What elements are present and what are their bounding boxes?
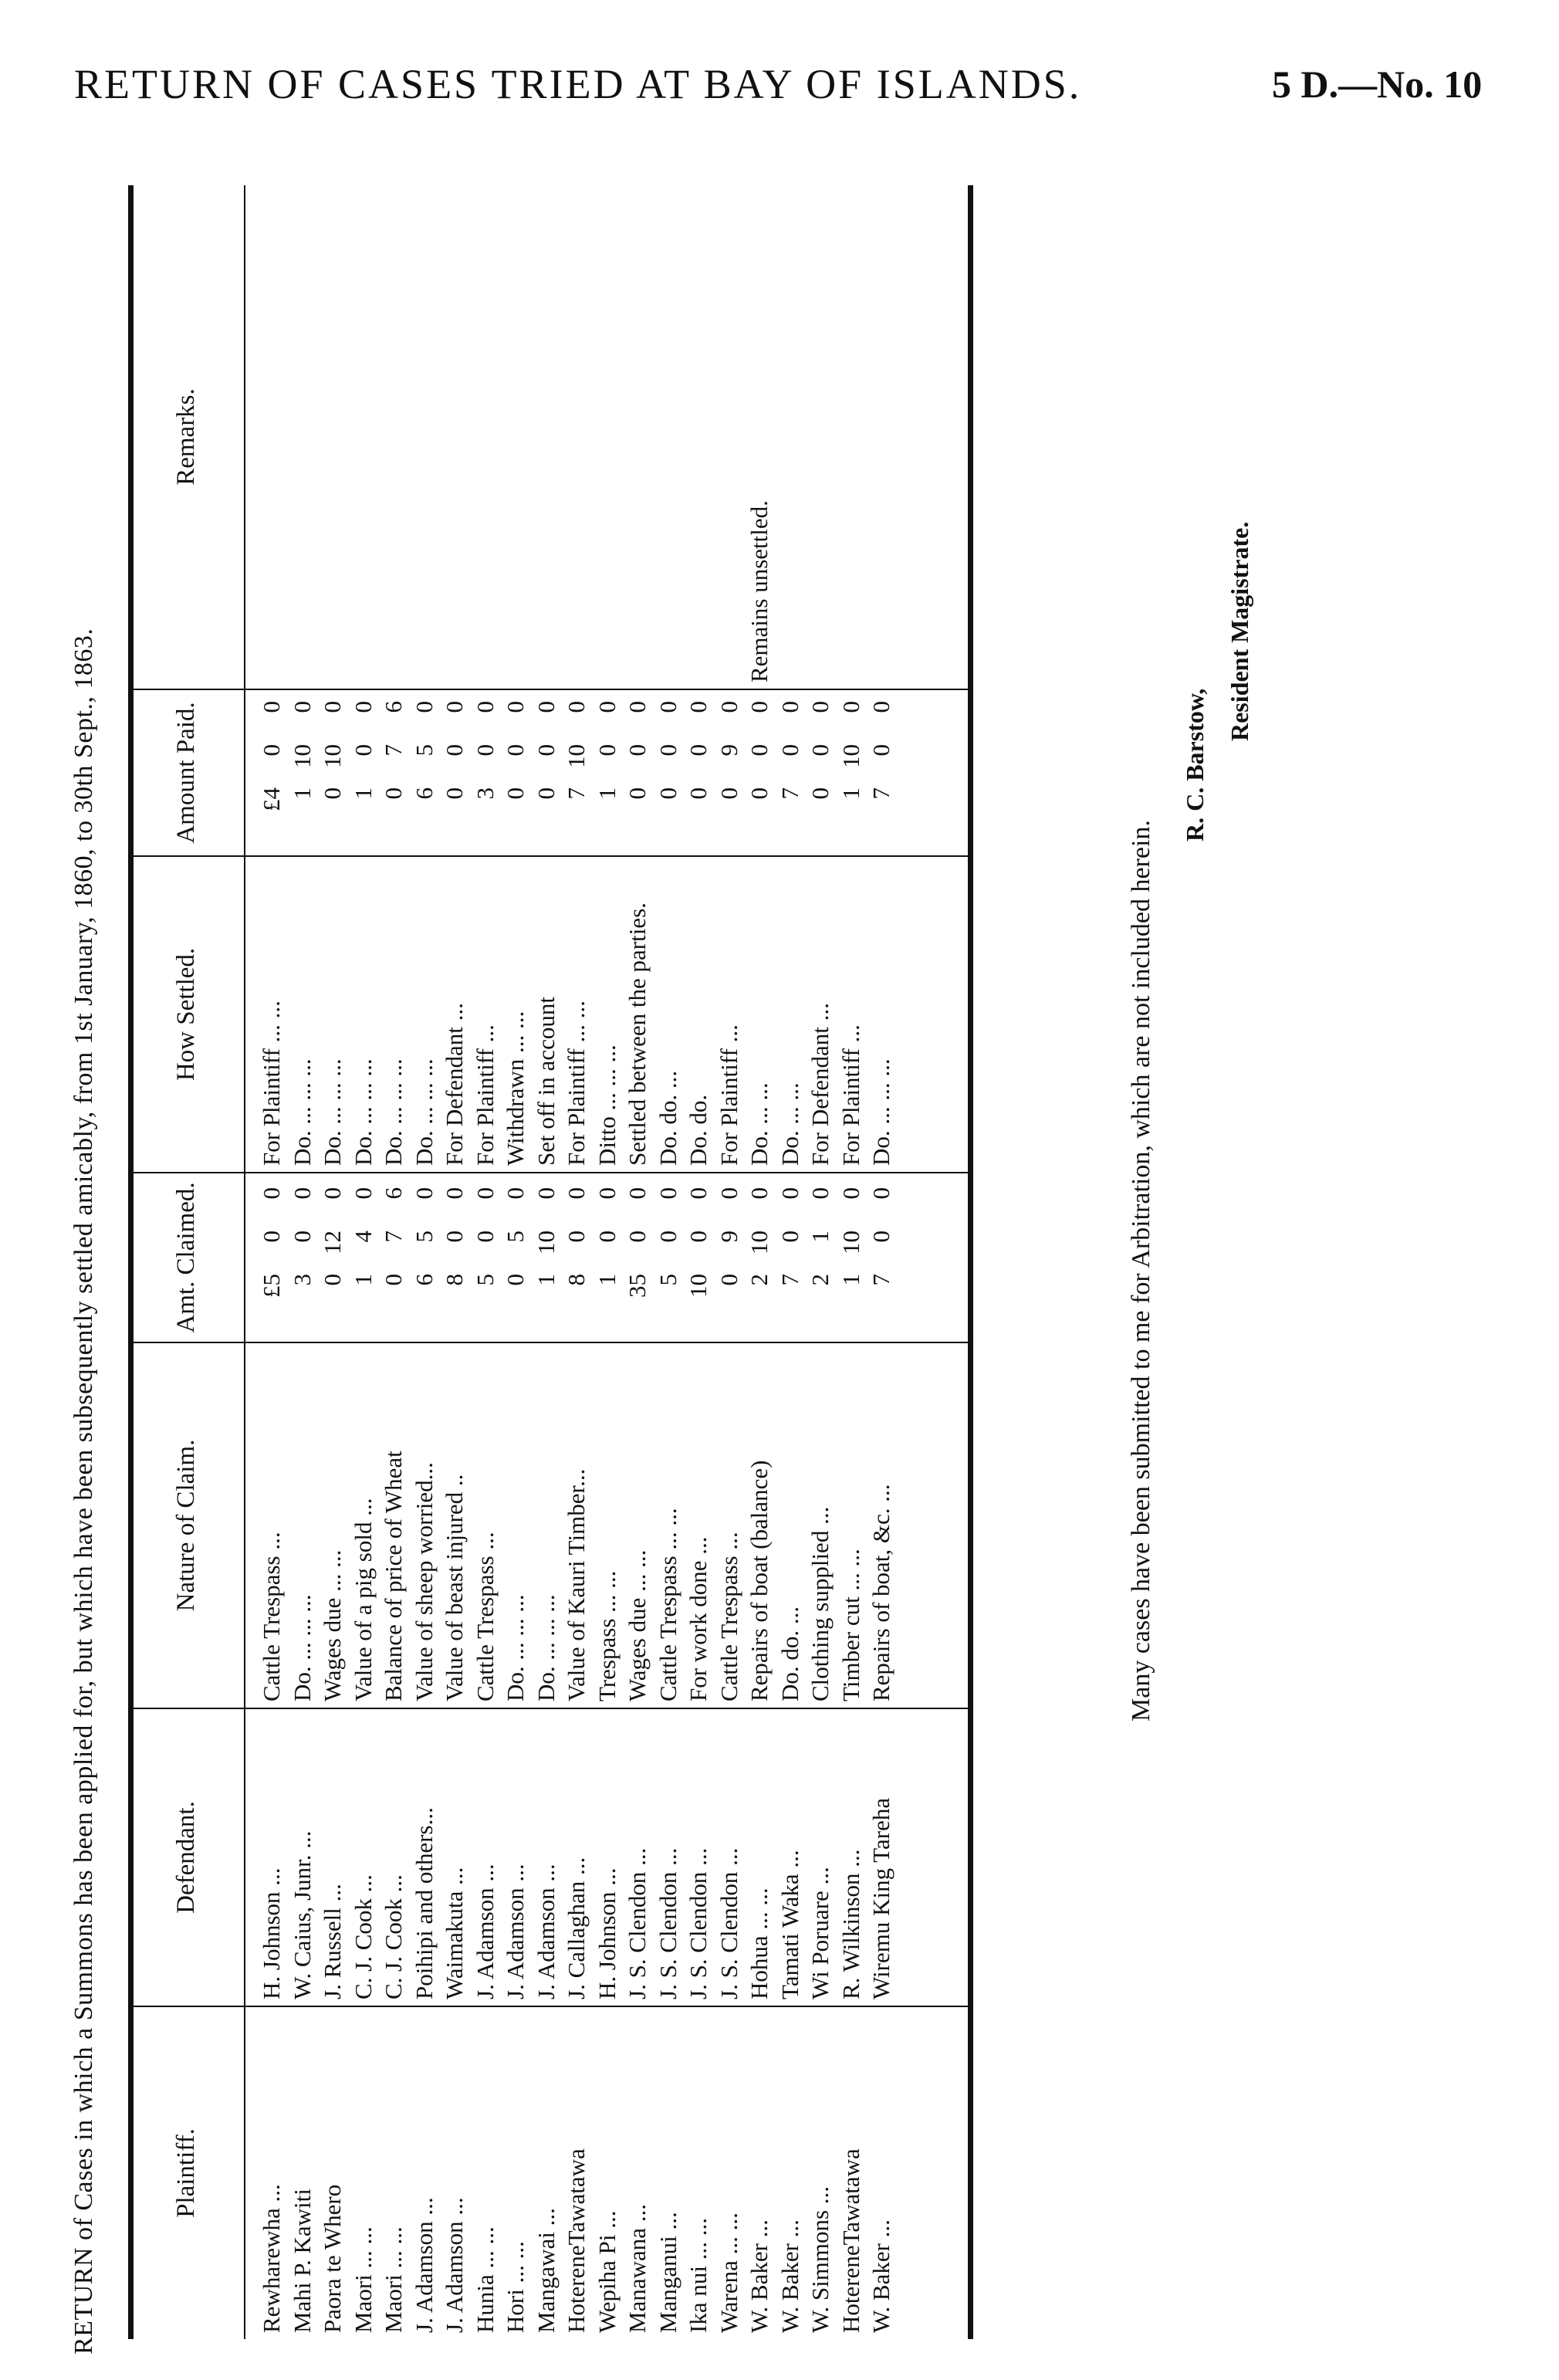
pence-value: 0 bbox=[288, 701, 316, 713]
pence-value: 0 bbox=[563, 1187, 590, 1200]
defendant-cell: J. S. Clendon ... bbox=[685, 1847, 712, 1999]
amount-claimed-cell bbox=[287, 1181, 318, 1336]
amount-claimed-cell bbox=[470, 1181, 501, 1336]
how-settled-cell: Set off in account bbox=[532, 997, 560, 1166]
pounds-value: 1 bbox=[349, 787, 377, 800]
amount-paid-cell bbox=[775, 695, 806, 849]
pence-value: 0 bbox=[654, 701, 681, 713]
table-caption: RETURN of Cases in which a Summons has been applied for, but which have been subsequently settled amicably, from 1st January, 1860, to 30th Sept., 1863. bbox=[69, 628, 98, 2355]
amount-paid-cell bbox=[805, 695, 836, 849]
nature-of-claim-cell: Wages due ... ... bbox=[624, 1549, 651, 1701]
pence-value: 0 bbox=[685, 701, 712, 713]
amount-paid-cell bbox=[256, 695, 287, 849]
pence-value: 0 bbox=[319, 701, 346, 713]
footnote: Many cases have been submitted to me for Arbitration, which are not included herein. bbox=[1127, 820, 1155, 1722]
table-row bbox=[378, 185, 409, 2339]
pence-value: 0 bbox=[502, 701, 529, 713]
amount-paid-cell bbox=[470, 695, 501, 849]
pounds-value: £4 bbox=[258, 787, 285, 811]
pence-value: 0 bbox=[867, 701, 894, 713]
plaintiff-cell: W. Baker ... bbox=[746, 2219, 773, 2333]
shillings-value: 0 bbox=[288, 1231, 316, 1243]
amount-paid-cell bbox=[500, 695, 531, 849]
plaintiff-cell: J. Adamson ... bbox=[441, 2197, 468, 2333]
shillings-value: 0 bbox=[471, 1231, 499, 1243]
pounds-value: 1 bbox=[593, 787, 621, 800]
table-header bbox=[128, 185, 244, 2339]
pounds-value: 1 bbox=[593, 1274, 621, 1286]
how-settled-cell: Do. ... ... ... bbox=[319, 1058, 346, 1166]
amount-claimed-cell bbox=[714, 1181, 745, 1336]
plaintiff-cell: HotereneTawatawa bbox=[563, 2148, 590, 2333]
nature-of-claim-cell: Cattle Trespass ... bbox=[715, 1532, 742, 1701]
pounds-value: 0 bbox=[715, 1274, 742, 1286]
pence-value: 0 bbox=[624, 1187, 651, 1200]
shillings-value: 0 bbox=[685, 744, 712, 757]
table-row bbox=[714, 185, 745, 2339]
nature-of-claim-cell: Value of a pig sold ... bbox=[349, 1498, 377, 1701]
defendant-cell: C. J. Cook ... bbox=[349, 1874, 377, 1999]
pence-value: 0 bbox=[837, 1187, 864, 1200]
header-how-settled: How Settled. bbox=[171, 947, 200, 1082]
pounds-value: 7 bbox=[776, 787, 803, 800]
shillings-value: 4 bbox=[349, 1231, 377, 1243]
shillings-value: 0 bbox=[471, 744, 499, 757]
amount-claimed-cell bbox=[409, 1181, 440, 1336]
plaintiff-cell: Mangawai ... bbox=[532, 2208, 560, 2333]
plaintiff-cell: Manganui ... bbox=[654, 2212, 681, 2333]
pounds-value: 1 bbox=[532, 1274, 560, 1286]
shillings-value: 0 bbox=[807, 744, 834, 757]
defendant-cell: J. S. Clendon ... bbox=[654, 1847, 681, 1999]
pence-value: 0 bbox=[715, 1187, 742, 1200]
pounds-value: 0 bbox=[624, 787, 651, 800]
pence-value: 0 bbox=[410, 701, 438, 713]
plaintiff-cell: Paora te Whero bbox=[319, 2184, 346, 2333]
table-row bbox=[348, 185, 379, 2339]
table-row bbox=[561, 185, 592, 2339]
table-row bbox=[683, 185, 714, 2339]
shillings-value: 0 bbox=[502, 744, 529, 757]
shillings-value: 0 bbox=[867, 744, 894, 757]
amount-paid-cell bbox=[683, 695, 714, 849]
how-settled-cell: Do. do. bbox=[685, 1094, 712, 1166]
header-remarks: Remarks. bbox=[171, 388, 200, 486]
amount-paid-cell bbox=[317, 695, 348, 849]
shillings-value: 0 bbox=[654, 744, 681, 757]
defendant-cell: J. Adamson ... bbox=[502, 1864, 529, 1999]
table-row bbox=[287, 185, 318, 2339]
shillings-value: 0 bbox=[593, 1231, 621, 1243]
pounds-value: 8 bbox=[563, 1274, 590, 1286]
shillings-value: 0 bbox=[776, 1231, 803, 1243]
table-row bbox=[866, 185, 897, 2339]
defendant-cell: J. S. Clendon ... bbox=[624, 1847, 651, 1999]
nature-of-claim-cell: Balance of price of Wheat bbox=[380, 1451, 407, 1701]
pence-value: 0 bbox=[807, 1187, 834, 1200]
pounds-value: 7 bbox=[867, 787, 894, 800]
amount-claimed-cell bbox=[653, 1181, 684, 1336]
nature-of-claim-cell: Timber cut ... ... bbox=[837, 1549, 864, 1701]
shillings-value: 0 bbox=[441, 1231, 468, 1243]
plaintiff-cell: Wepiha Pi ... bbox=[593, 2210, 621, 2333]
table-row bbox=[317, 185, 348, 2339]
amount-claimed-cell bbox=[622, 1181, 653, 1336]
nature-of-claim-cell: Wages due ... ... bbox=[319, 1549, 346, 1701]
pounds-value: 0 bbox=[502, 787, 529, 800]
pounds-value: 6 bbox=[410, 787, 438, 800]
plaintiff-cell: Hori ... ... bbox=[502, 2241, 529, 2333]
shillings-value: 0 bbox=[867, 1231, 894, 1243]
nature-of-claim-cell: Do. ... ... ... bbox=[532, 1594, 560, 1701]
amount-paid-cell bbox=[836, 695, 867, 849]
pence-value: 0 bbox=[441, 701, 468, 713]
how-settled-cell: For Plaintiff ... bbox=[837, 1024, 864, 1166]
shillings-value: 7 bbox=[380, 744, 407, 757]
cases-table bbox=[128, 178, 1070, 2355]
pounds-value: 0 bbox=[532, 787, 560, 800]
page-header bbox=[0, 0, 1559, 178]
plaintiff-cell: Ika nui ... ... bbox=[685, 2218, 712, 2333]
table-row bbox=[744, 185, 775, 2339]
shillings-value: 5 bbox=[502, 1231, 529, 1243]
running-title: RETURN OF CASES TRIED AT BAY OF ISLANDS. bbox=[74, 61, 1082, 107]
nature-of-claim-cell: Trespass ... ... bbox=[593, 1570, 621, 1701]
amount-claimed-cell bbox=[561, 1181, 592, 1336]
how-settled-cell: Settled between the parties. bbox=[624, 902, 651, 1166]
shillings-value: 0 bbox=[746, 744, 773, 757]
amount-paid-cell bbox=[622, 695, 653, 849]
how-settled-cell: Do. do. ... bbox=[654, 1070, 681, 1166]
table-row bbox=[775, 185, 806, 2339]
table-row bbox=[622, 185, 653, 2339]
how-settled-cell: For Plaintiff ... ... bbox=[563, 1000, 590, 1166]
shillings-value: 10 bbox=[746, 1231, 773, 1254]
plaintiff-cell: Manawana ... bbox=[624, 2204, 651, 2333]
amount-claimed-cell bbox=[317, 1181, 348, 1336]
table-bottom-rule bbox=[968, 185, 973, 2339]
nature-of-claim-cell: Value of sheep worried... bbox=[410, 1462, 438, 1701]
pounds-value: 0 bbox=[380, 787, 407, 800]
amount-paid-cell bbox=[653, 695, 684, 849]
defendant-cell: Poihipi and others... bbox=[410, 1807, 438, 1999]
pounds-value: 3 bbox=[288, 1274, 316, 1286]
nature-of-claim-cell: Clothing supplied ... bbox=[807, 1506, 834, 1701]
pounds-value: 0 bbox=[807, 787, 834, 800]
amount-claimed-cell bbox=[378, 1181, 409, 1336]
how-settled-cell: For Defendant ... bbox=[441, 1003, 468, 1166]
pence-value: 0 bbox=[867, 1187, 894, 1200]
pence-value: 0 bbox=[502, 1187, 529, 1200]
shillings-value: 9 bbox=[715, 1231, 742, 1243]
pounds-value: 7 bbox=[867, 1274, 894, 1286]
amount-paid-cell bbox=[531, 695, 562, 849]
header-amount-claimed: Amt. Claimed. bbox=[171, 1182, 200, 1333]
how-settled-cell: Ditto ... ... ... bbox=[593, 1044, 621, 1166]
plaintiff-cell: W. Baker ... bbox=[867, 2219, 894, 2333]
table-row bbox=[592, 185, 623, 2339]
table-row bbox=[805, 185, 836, 2339]
how-settled-cell: For Defendant ... bbox=[807, 1003, 834, 1166]
shillings-value: 5 bbox=[410, 1231, 438, 1243]
amount-paid-cell bbox=[378, 695, 409, 849]
pence-value: 0 bbox=[410, 1187, 438, 1200]
defendant-cell: J. Adamson ... bbox=[471, 1864, 499, 1999]
amount-claimed-cell bbox=[531, 1181, 562, 1336]
amount-claimed-cell bbox=[775, 1181, 806, 1336]
plaintiff-cell: Maori ... ... bbox=[380, 2226, 407, 2333]
shillings-value: 10 bbox=[532, 1231, 560, 1254]
pounds-value: 1 bbox=[288, 787, 316, 800]
shillings-value: 10 bbox=[563, 744, 590, 768]
amount-paid-cell bbox=[287, 695, 318, 849]
pounds-value: 5 bbox=[471, 1274, 499, 1286]
how-settled-cell: Do. ... ... bbox=[776, 1082, 803, 1166]
shillings-value: 0 bbox=[624, 1231, 651, 1243]
defendant-cell: C. J. Cook ... bbox=[380, 1874, 407, 1999]
how-settled-cell: Do. ... ... ... bbox=[410, 1058, 438, 1166]
table-row bbox=[256, 185, 287, 2339]
amount-claimed-cell bbox=[744, 1181, 775, 1336]
shillings-value: 0 bbox=[258, 744, 285, 757]
signature-name: R. C. Barstow, bbox=[1181, 688, 1209, 841]
pence-value: 0 bbox=[685, 1187, 712, 1200]
pence-value: 6 bbox=[380, 701, 407, 713]
defendant-cell: H. Johnson ... bbox=[593, 1867, 621, 1999]
shillings-value: 10 bbox=[319, 744, 346, 768]
plaintiff-cell: HotereneTawatawa bbox=[837, 2148, 864, 2333]
pence-value: 0 bbox=[776, 701, 803, 713]
shillings-value: 0 bbox=[349, 744, 377, 757]
defendant-cell: Hohua ... ... bbox=[746, 1887, 773, 1999]
shillings-value: 0 bbox=[624, 744, 651, 757]
pounds-value: 7 bbox=[776, 1274, 803, 1286]
pence-value: 0 bbox=[349, 1187, 377, 1200]
how-settled-cell: For Plaintiff ... ... bbox=[258, 1000, 285, 1166]
amount-paid-cell bbox=[714, 695, 745, 849]
nature-of-claim-cell: Do. ... ... ... bbox=[288, 1594, 316, 1701]
table-row bbox=[500, 185, 531, 2339]
table-body bbox=[256, 185, 897, 2339]
rotated-return-table bbox=[54, 178, 1551, 2355]
pence-value: 0 bbox=[746, 1187, 773, 1200]
signature-title: Resident Magistrate. bbox=[1226, 521, 1253, 741]
shillings-value: 10 bbox=[837, 1231, 864, 1254]
defendant-cell: J. Adamson ... bbox=[532, 1864, 560, 1999]
how-settled-cell: Do. ... ... ... bbox=[867, 1058, 894, 1166]
amount-paid-cell bbox=[439, 695, 470, 849]
shillings-value: 0 bbox=[776, 744, 803, 757]
pence-value: 0 bbox=[471, 701, 499, 713]
amount-paid-cell bbox=[744, 695, 775, 849]
shillings-value: 12 bbox=[319, 1231, 346, 1254]
shillings-value: 0 bbox=[685, 1231, 712, 1243]
how-settled-cell: Do. ... ... bbox=[746, 1082, 773, 1166]
pence-value: 0 bbox=[319, 1187, 346, 1200]
pounds-value: 0 bbox=[380, 1274, 407, 1286]
nature-of-claim-cell: Do. do. ... bbox=[776, 1606, 803, 1701]
nature-of-claim-cell: Cattle Trespass ... bbox=[471, 1532, 499, 1701]
amount-claimed-cell bbox=[836, 1181, 867, 1336]
shillings-value: 10 bbox=[288, 744, 316, 768]
defendant-cell: Waimakuta ... bbox=[441, 1867, 468, 1999]
pounds-value: 0 bbox=[685, 787, 712, 800]
pence-value: 0 bbox=[471, 1187, 499, 1200]
plaintiff-cell: Warena ... ... bbox=[715, 2212, 742, 2333]
amount-claimed-cell bbox=[348, 1181, 379, 1336]
pence-value: 0 bbox=[715, 701, 742, 713]
table-row bbox=[653, 185, 684, 2339]
shillings-value: 0 bbox=[654, 1231, 681, 1243]
amount-claimed-cell bbox=[805, 1181, 836, 1336]
table-row bbox=[470, 185, 501, 2339]
shillings-value: 0 bbox=[563, 1231, 590, 1243]
pence-value: 0 bbox=[288, 1187, 316, 1200]
pounds-value: 8 bbox=[441, 1274, 468, 1286]
pounds-value: 1 bbox=[837, 1274, 864, 1286]
pounds-value: 0 bbox=[319, 1274, 346, 1286]
plaintiff-cell: Rewharewha ... bbox=[258, 2184, 285, 2333]
how-settled-cell: Do. ... ... ... bbox=[380, 1058, 407, 1166]
shillings-value: 0 bbox=[441, 744, 468, 757]
defendant-cell: R. Wilkinson ... bbox=[837, 1849, 864, 1999]
pence-value: 0 bbox=[593, 701, 621, 713]
pence-value: 0 bbox=[807, 701, 834, 713]
pounds-value: 0 bbox=[441, 787, 468, 800]
pounds-value: 1 bbox=[349, 1274, 377, 1286]
pence-value: 6 bbox=[380, 1187, 407, 1200]
pence-value: 0 bbox=[563, 701, 590, 713]
amount-paid-cell bbox=[348, 695, 379, 849]
pence-value: 0 bbox=[532, 701, 560, 713]
pounds-value: 1 bbox=[837, 787, 864, 800]
shillings-value: 10 bbox=[837, 744, 864, 768]
pounds-value: 6 bbox=[410, 1274, 438, 1286]
nature-of-claim-cell: Repairs of boat (balance) bbox=[746, 1460, 773, 1701]
defendant-cell: J. Russell ... bbox=[319, 1884, 346, 1999]
how-settled-cell: Do. ... ... ... bbox=[288, 1058, 316, 1166]
pence-value: 0 bbox=[441, 1187, 468, 1200]
defendant-cell: H. Johnson ... bbox=[258, 1867, 285, 1999]
header-amount-paid: Amount Paid. bbox=[171, 702, 200, 844]
amount-claimed-cell bbox=[683, 1181, 714, 1336]
plaintiff-cell: W. Simmons ... bbox=[807, 2185, 834, 2333]
amount-claimed-cell bbox=[866, 1181, 897, 1336]
nature-of-claim-cell: Value of Kauri Timber... bbox=[563, 1468, 590, 1701]
shillings-value: 5 bbox=[410, 744, 438, 757]
amount-paid-cell bbox=[592, 695, 623, 849]
defendant-cell: Tamati Waka ... bbox=[776, 1850, 803, 1999]
pounds-value: 35 bbox=[624, 1274, 651, 1298]
plaintiff-cell: J. Adamson ... bbox=[410, 2197, 438, 2333]
how-settled-cell: For Plaintiff ... bbox=[471, 1024, 499, 1166]
shillings-value: 1 bbox=[807, 1231, 834, 1243]
pence-value: 0 bbox=[776, 1187, 803, 1200]
pence-value: 0 bbox=[258, 701, 285, 713]
table-row bbox=[409, 185, 440, 2339]
pounds-value: 3 bbox=[471, 787, 499, 800]
plaintiff-cell: Mahi P. Kawiti bbox=[288, 2189, 316, 2333]
pounds-value: 10 bbox=[685, 1274, 712, 1298]
pence-value: 0 bbox=[624, 701, 651, 713]
pence-value: 0 bbox=[837, 701, 864, 713]
amount-paid-cell bbox=[561, 695, 592, 849]
table-header-rule bbox=[244, 185, 245, 2339]
pence-value: 0 bbox=[746, 701, 773, 713]
shillings-value: 0 bbox=[532, 744, 560, 757]
plaintiff-cell: Maori ... ... bbox=[349, 2226, 377, 2333]
header-defendant: Defendant. bbox=[171, 1801, 200, 1914]
table-row bbox=[531, 185, 562, 2339]
pounds-value: 0 bbox=[715, 787, 742, 800]
pounds-value: 0 bbox=[502, 1274, 529, 1286]
nature-of-claim-cell: Value of beast injured .. bbox=[441, 1474, 468, 1701]
pounds-value: £5 bbox=[258, 1274, 285, 1298]
page-reference: 5 D.—No. 10 bbox=[1272, 63, 1483, 106]
nature-of-claim-cell: Cattle Trespass ... bbox=[258, 1532, 285, 1701]
nature-of-claim-cell: For work done ... bbox=[685, 1536, 712, 1701]
shillings-value: 0 bbox=[593, 744, 621, 757]
table-row bbox=[439, 185, 470, 2339]
table-row bbox=[836, 185, 867, 2339]
how-settled-cell: For Plaintiff ... bbox=[715, 1024, 742, 1166]
pounds-value: 0 bbox=[654, 787, 681, 800]
pounds-value: 5 bbox=[654, 1274, 681, 1286]
how-settled-cell: Withdrawn ... ... bbox=[502, 1011, 529, 1166]
plaintiff-cell: Hunia ... ... bbox=[471, 2226, 499, 2333]
defendant-cell: J. S. Clendon ... bbox=[715, 1847, 742, 1999]
defendant-cell: Wi Poruare ... bbox=[807, 1867, 834, 1999]
pence-value: 0 bbox=[654, 1187, 681, 1200]
pence-value: 0 bbox=[593, 1187, 621, 1200]
pounds-value: 2 bbox=[807, 1274, 834, 1286]
amount-paid-cell bbox=[409, 695, 440, 849]
defendant-cell: W. Caius, Junr. ... bbox=[288, 1830, 316, 1999]
how-settled-cell: Do. ... ... ... bbox=[349, 1058, 377, 1166]
pounds-value: 0 bbox=[746, 787, 773, 800]
pounds-value: 2 bbox=[746, 1274, 773, 1286]
shillings-value: 9 bbox=[715, 744, 742, 757]
header-plaintiff: Plaintiff. bbox=[171, 2128, 200, 2218]
amount-claimed-cell bbox=[592, 1181, 623, 1336]
plaintiff-cell: W. Baker ... bbox=[776, 2219, 803, 2333]
defendant-cell: J. Callaghan ... bbox=[563, 1857, 590, 1999]
shillings-value: 7 bbox=[380, 1231, 407, 1243]
pence-value: 0 bbox=[532, 1187, 560, 1200]
pounds-value: 0 bbox=[319, 787, 346, 800]
amount-paid-cell bbox=[866, 695, 897, 849]
amount-claimed-cell bbox=[439, 1181, 470, 1336]
nature-of-claim-cell: Repairs of boat, &c. ... bbox=[867, 1484, 894, 1701]
nature-of-claim-cell: Do. ... ... ... bbox=[502, 1594, 529, 1701]
pounds-value: 7 bbox=[563, 787, 590, 800]
nature-of-claim-cell: Cattle Trespass ... ... bbox=[654, 1508, 681, 1701]
shillings-value: 0 bbox=[258, 1231, 285, 1243]
remarks-cell: Remains unsettled. bbox=[746, 500, 773, 682]
amount-claimed-cell bbox=[256, 1181, 287, 1336]
pence-value: 0 bbox=[258, 1187, 285, 1200]
amount-claimed-cell bbox=[500, 1181, 531, 1336]
header-nature-of-claim: Nature of Claim. bbox=[171, 1439, 200, 1612]
defendant-cell: Wiremu King Tareha bbox=[867, 1797, 894, 1999]
pence-value: 0 bbox=[349, 701, 377, 713]
